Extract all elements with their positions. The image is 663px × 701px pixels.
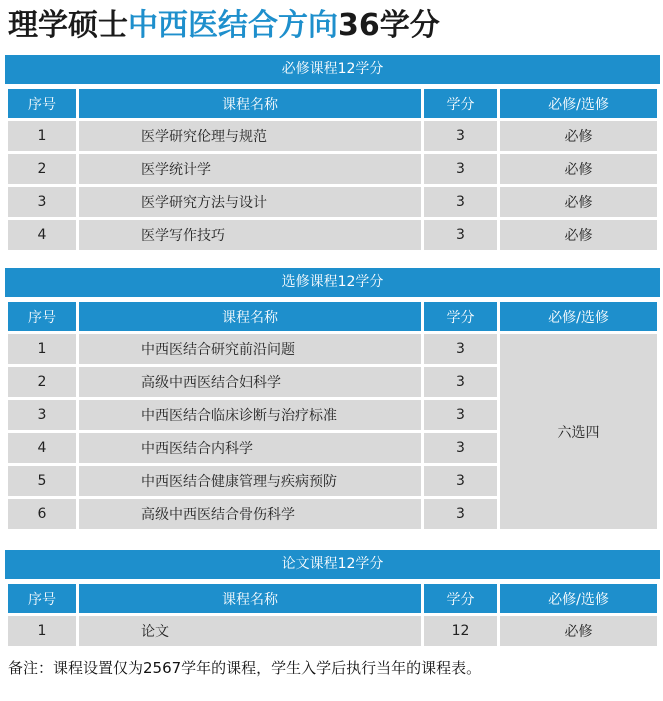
column-header-row — [8, 302, 657, 331]
table-row — [8, 334, 657, 364]
row-credit: 3 — [424, 433, 497, 463]
col-no: 序号 — [8, 302, 76, 331]
row-credit: 3 — [424, 121, 497, 151]
row-type: 必修 — [500, 154, 657, 184]
row-no: 3 — [8, 400, 76, 430]
row-type: 必修 — [500, 616, 657, 646]
col-name: 课程名称 — [79, 89, 421, 118]
row-no: 2 — [8, 154, 76, 184]
col-no: 序号 — [8, 89, 76, 118]
row-no: 1 — [8, 334, 76, 364]
row-name: 中西医结合健康管理与疾病预防 — [79, 466, 421, 496]
col-credit: 学分 — [424, 89, 497, 118]
row-credit: 3 — [424, 400, 497, 430]
col-credit: 学分 — [424, 584, 497, 613]
col-type: 必修/选修 — [500, 302, 657, 331]
elective-section — [5, 268, 660, 532]
row-no: 1 — [8, 616, 76, 646]
column-header-row — [8, 89, 657, 118]
row-no: 5 — [8, 466, 76, 496]
title-part2: 中西医结合方向 — [128, 8, 338, 43]
elective-table — [5, 299, 660, 532]
row-name: 中西医结合研究前沿问题 — [79, 334, 421, 364]
col-name: 课程名称 — [79, 584, 421, 613]
row-name: 论文 — [79, 616, 421, 646]
table-row — [8, 220, 657, 250]
row-no: 3 — [8, 187, 76, 217]
row-name: 中西医结合临床诊断与治疗标准 — [79, 400, 421, 430]
row-type: 必修 — [500, 220, 657, 250]
title-part1: 理学硕士 — [8, 8, 128, 43]
elective-header: 选修课程12学分 — [5, 268, 660, 297]
thesis-section — [5, 550, 660, 649]
table-row — [8, 154, 657, 184]
row-credit: 3 — [424, 187, 497, 217]
thesis-table — [5, 581, 660, 649]
page-title — [8, 4, 440, 48]
row-name: 医学写作技巧 — [79, 220, 421, 250]
column-header-row — [8, 584, 657, 613]
row-name: 医学统计学 — [79, 154, 421, 184]
row-name: 医学研究伦理与规范 — [79, 121, 421, 151]
elective-type-merged: 六选四 — [500, 334, 657, 529]
required-section — [5, 55, 660, 253]
col-credit: 学分 — [424, 302, 497, 331]
row-credit: 3 — [424, 334, 497, 364]
col-type: 必修/选修 — [500, 89, 657, 118]
row-type: 必修 — [500, 187, 657, 217]
row-no: 1 — [8, 121, 76, 151]
row-name: 高级中西医结合妇科学 — [79, 367, 421, 397]
row-no: 4 — [8, 433, 76, 463]
row-name: 医学研究方法与设计 — [79, 187, 421, 217]
row-type: 必修 — [500, 121, 657, 151]
required-header: 必修课程12学分 — [5, 55, 660, 84]
row-credit: 3 — [424, 220, 497, 250]
row-credit: 3 — [424, 499, 497, 529]
title-part3: 36学分 — [338, 8, 440, 43]
thesis-header: 论文课程12学分 — [5, 550, 660, 579]
row-name: 中西医结合内科学 — [79, 433, 421, 463]
row-credit: 3 — [424, 154, 497, 184]
row-no: 6 — [8, 499, 76, 529]
row-no: 2 — [8, 367, 76, 397]
table-row — [8, 121, 657, 151]
col-no: 序号 — [8, 584, 76, 613]
row-credit: 3 — [424, 367, 497, 397]
row-no: 4 — [8, 220, 76, 250]
col-type: 必修/选修 — [500, 584, 657, 613]
table-row — [8, 187, 657, 217]
row-credit: 3 — [424, 466, 497, 496]
required-table — [5, 86, 660, 253]
col-name: 课程名称 — [79, 302, 421, 331]
table-row — [8, 616, 657, 646]
row-name: 高级中西医结合骨伤科学 — [79, 499, 421, 529]
row-credit: 12 — [424, 616, 497, 646]
footnote: 备注：课程设置仅为2567学年的课程，学生入学后执行当年的课程表。 — [8, 659, 482, 677]
